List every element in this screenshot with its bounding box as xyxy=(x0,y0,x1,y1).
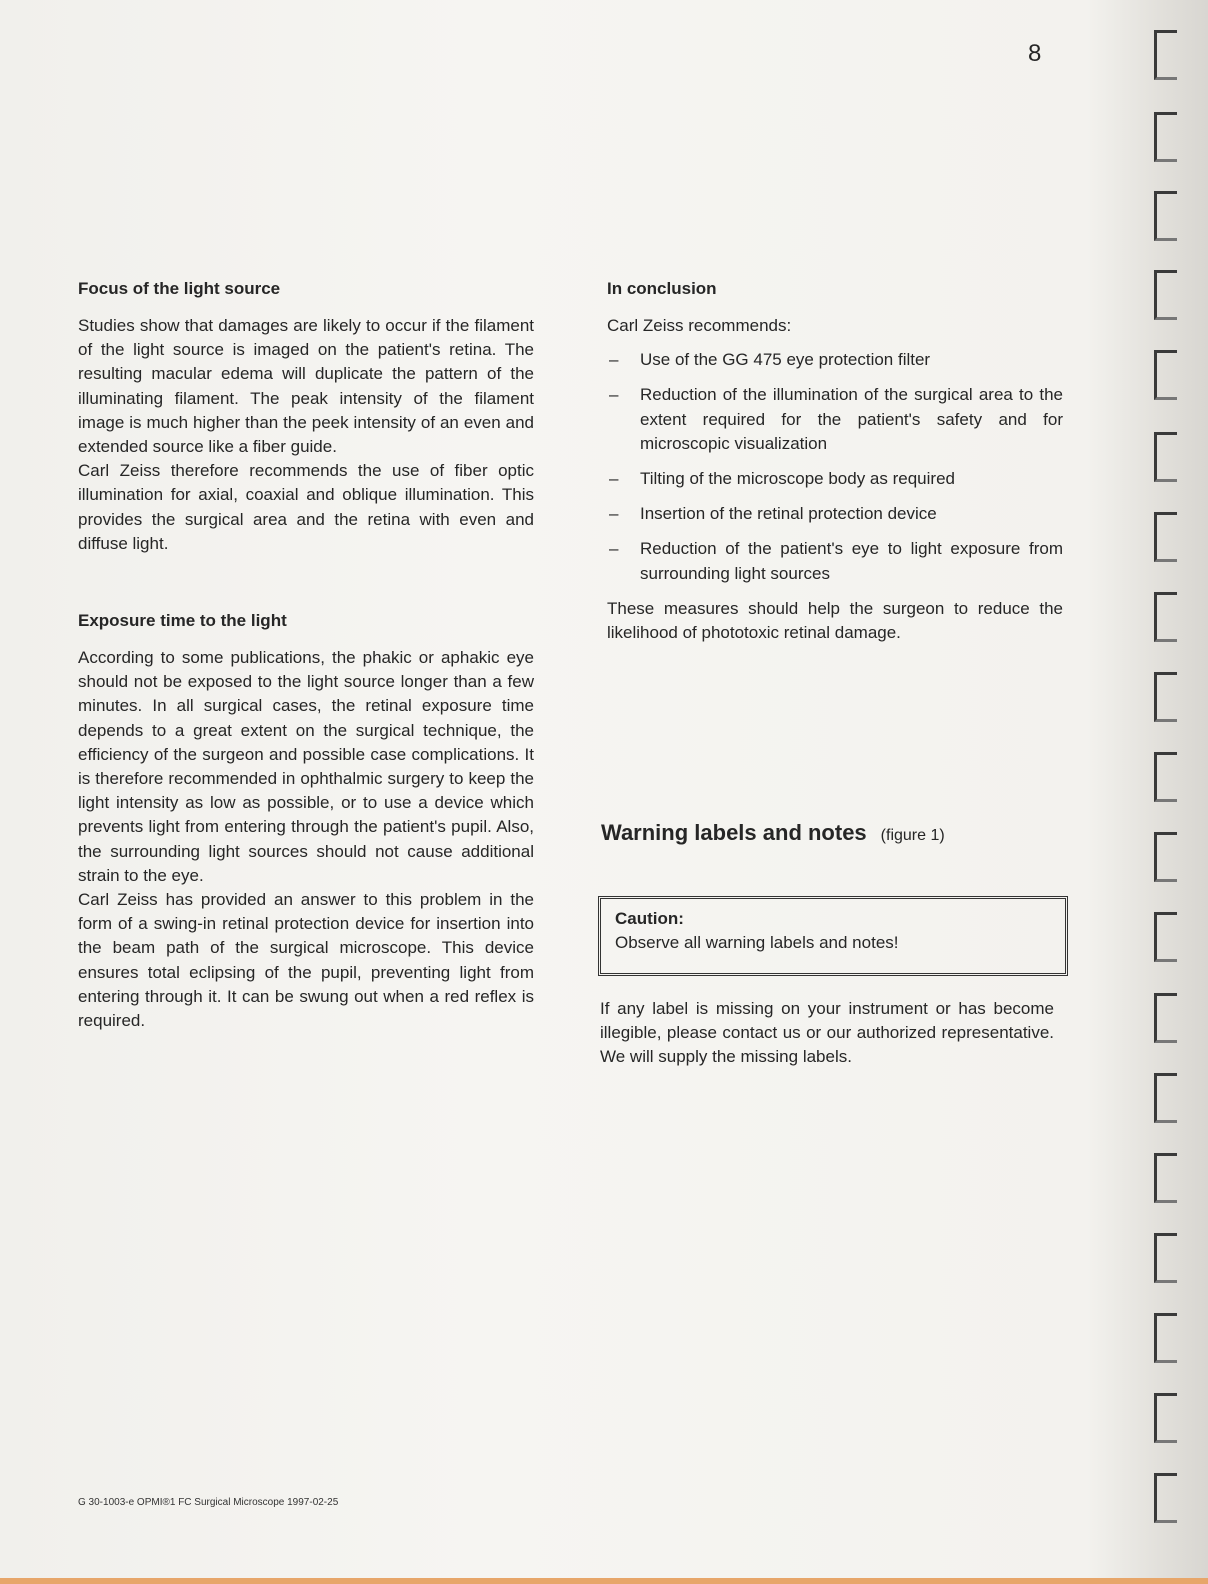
section-heading-focus: Focus of the light source xyxy=(78,279,281,298)
spiral-binding xyxy=(1140,0,1208,1584)
list-item: – Tilting of the microscope body as required xyxy=(609,469,955,489)
missing-label-paragraph: If any label is missing on your instrument or has become illegible, please contact us or our authorized representative. We will supply the missing labels. xyxy=(600,999,1054,1067)
paragraph-focus-1: Studies show that damages are likely to occur if the filament of the light source is imaged on the patient's retina. The resulting macular edema will duplicate the pattern of the illuminating filament. The peak intensity of the filament image is much higher than the peek intensity of an even and extended source like a fiber guide. xyxy=(78,316,534,457)
caution-title: Caution: xyxy=(615,909,684,928)
section-heading-conclusion: In conclusion xyxy=(607,279,717,298)
figure-reference: (figure 1) xyxy=(880,827,945,844)
page-edge xyxy=(0,1578,1208,1584)
document-footer: G 30-1003-e OPMI®1 FC Surgical Microscope 1997-02-25 xyxy=(78,1497,339,1508)
section-heading-exposure: Exposure time to the light xyxy=(78,611,287,631)
left-column xyxy=(78,278,534,1033)
list-item: – Reduction of the illumination of the surgical area to the extent required for the patient's safety and for microscopic visualization xyxy=(609,385,1063,453)
conclusion-intro: Carl Zeiss recommends: xyxy=(607,316,792,335)
list-item: – Reduction of the patient's eye to light exposure from surrounding light sources xyxy=(609,539,1063,583)
warning-section-heading xyxy=(601,820,945,846)
warning-heading-text: Warning labels and notes xyxy=(601,820,867,845)
paragraph-exposure-1: According to some publications, the phakic or aphakic eye should not be exposed to the light source longer than a few minutes. In all surgical cases, the retinal exposure time depends to a great extent on the surgical technique, the efficiency of the surgeon and possible case complications. It is therefore recommended in ophthalmic surgery to keep the light intensity as low as possible, or to use a device which prevents light from entering through the patient's pupil. Also, the surrounding light sources should not cause additional strain to the eye. xyxy=(78,648,534,885)
page-number: 8 xyxy=(1028,40,1042,67)
list-item: – Use of the GG 475 eye protection filter xyxy=(609,350,931,370)
caution-box xyxy=(598,896,1068,976)
paragraph-focus-2: Carl Zeiss therefore recommends the use of fiber optic illumination for axial, coaxial and oblique illumination. This provides the surgical area and the retina with even and diffuse light. xyxy=(78,461,534,553)
list-item: – Insertion of the retinal protection device xyxy=(609,504,937,524)
recommendation-list xyxy=(607,348,1063,586)
right-column xyxy=(607,278,1063,645)
paragraph-exposure-2: Carl Zeiss has provided an answer to this problem in the form of a swing-in retinal protection device for insertion into the beam path of the surgical microscope. This device ensures total eclipsing of the pupil, preventing light from entering through it. It can be swung out when a red reflex is required. xyxy=(78,890,534,1031)
conclusion-closing: These measures should help the surgeon to reduce the likelihood of phototoxic retinal damage. xyxy=(607,598,1063,643)
caution-text: Observe all warning labels and notes! xyxy=(615,933,899,952)
